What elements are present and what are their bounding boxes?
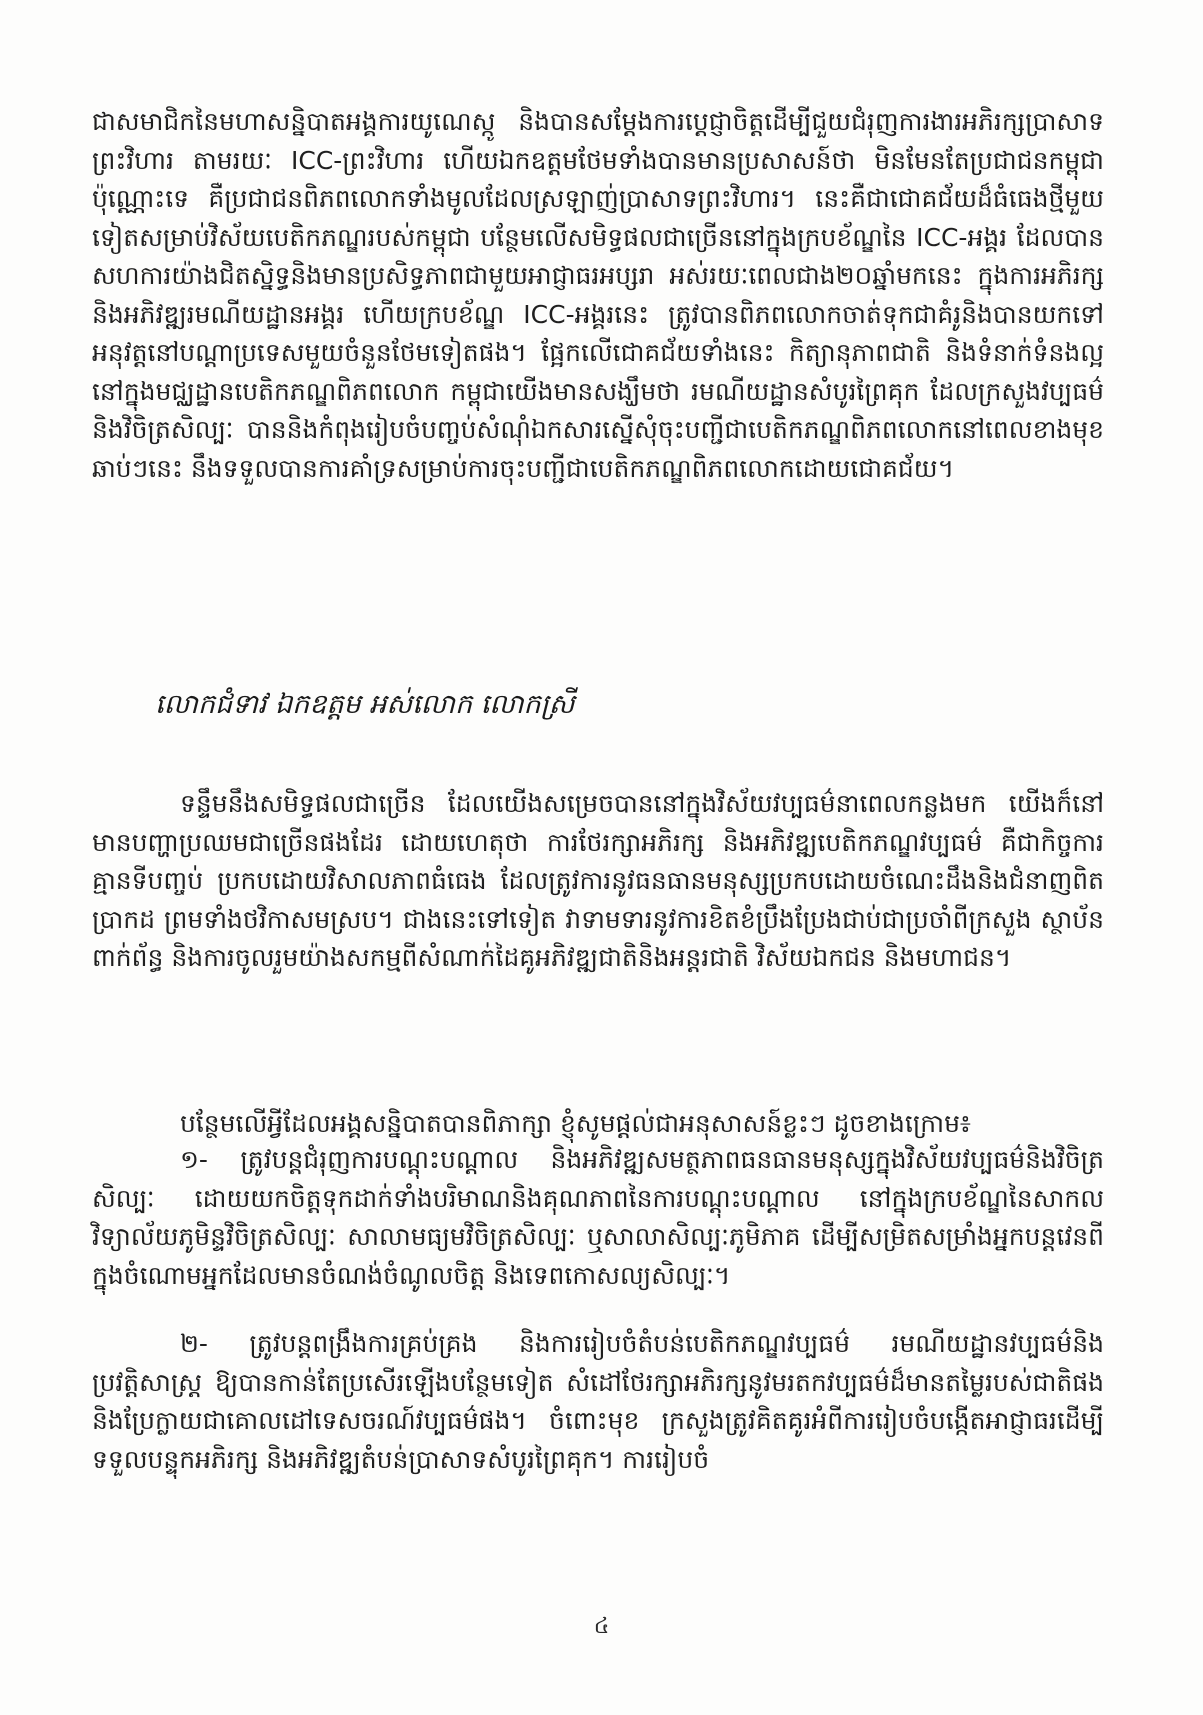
recommendation-item-1: ១- ត្រូវបន្តជំរុញការបណ្តុះបណ្តាល និងអភិវឌ្ឍសមត្ថភាពធនធានមនុស្សក្នុងវិស័យវប្បធម៌និងវិចិត្រសិល្បៈ ដោយយកចិត្តទុកដាក់ទាំងបរិមាណនិងគុណភាពនៃការបណ្តុះបណ្តាល នៅក្នុងក្របខ័ណ្ឌនៃសាកលវិទ្យាល័យភូមិន្ទវិចិត្រសិល្បៈ សាលាមធ្យមវិចិត្រសិល្បៈ ឬសាលាសិល្បៈភូមិភាគ ដើម្បីសម្រិតសម្រាំងអ្នកបន្តវេនពីក្នុងចំណោមអ្នកដែលមានចំណង់ចំណូលចិត្ត និងទេពកោសល្យសិល្បៈ។	[92, 1145, 1104, 1290]
body-paragraph-3: បន្ថែមលើអ្វីដែលអង្គសន្និបាតបានពិភាក្សា ខ្ញុំសូមផ្តល់ជាអនុសាសន៍ខ្លះៗ ដូចខាងក្រោម៖	[180, 1109, 971, 1138]
section-heading: លោកជំទាវ ឯកឧត្តម អស់លោក លោកស្រី	[155, 689, 575, 720]
body-paragraph-2: ទន្ទឹមនឹងសមិទ្ធផលជាច្រើន ដែលយើងសម្រេចបាននៅក្នុងវិស័យវប្បធម៌នាពេលកន្លងមក យើងក៏នៅមានបញ្ហាប្រឈមជាច្រើនផងដែរ ដោយហេតុថា ការថែរក្សាអភិរក្ស និងអភិវឌ្ឍបេតិកភណ្ឌវប្បធម៌ គឺជាកិច្ចការគ្មានទីបញ្ចប់ ប្រកបដោយវិសាលភាពធំធេង ដែលត្រូវការនូវធនធានមនុស្សប្រកបដោយចំណេះដឹងនិងជំនាញពិតប្រាកដ ព្រមទាំងថវិកាសមស្រប។ ជាងនេះទៅទៀត វាទាមទារនូវការខិតខំប្រឹងប្រែងជាប់ជាប្រចាំពីក្រសួង ស្ថាប័នពាក់ព័ន្ធ និងការចូលរួមយ៉ាងសកម្មពីសំណាក់ដៃគូអភិវឌ្ឍជាតិនិងអន្តរជាតិ វិស័យឯកជន និងមហាជន។	[92, 789, 1104, 972]
recommendation-item-2: ២- ត្រូវបន្តពង្រឹងការគ្រប់គ្រង និងការរៀបចំតំបន់បេតិកភណ្ឌវប្បធម៌ រមណីយដ្ឋានវប្បធម៌និងប្រវត្តិសាស្ត្រ ឱ្យបានកាន់តែប្រសើរឡើងបន្ថែមទៀត សំដៅថែរក្សាអភិរក្សនូវមរតកវប្បធម៌ដ៏មានតម្លៃរបស់ជាតិផង និងប្រែក្លាយជាគោលដៅទេសចរណ៍វប្បធម៌ផង។ ចំពោះមុខ ក្រសួងត្រូវគិតគូរអំពីការរៀបចំបង្កើតអាជ្ញាធរដើម្បីទទួលបន្ទុកអភិរក្ស និងអភិវឌ្ឍតំបន់ប្រាសាទសំបូរព្រៃគុក។ ការរៀបចំ	[92, 1329, 1104, 1474]
page-number: ៤	[593, 1614, 610, 1639]
body-paragraph-1: ជាសមាជិកនៃមហាសន្និបាតអង្គការយូណេស្កូ និងបានសម្តែងការប្តេជ្ញាចិត្តដើម្បីជួយជំរុញការងារអភិរក្សប្រាសាទព្រះវិហារ តាមរយៈ ICC-ព្រះវិហារ ហើយឯកឧត្តមថែមទាំងបានមានប្រសាសន៍ថា មិនមែនតែប្រជាជនកម្ពុជាប៉ុណ្ណោះទេ គឺប្រជាជនពិភពលោកទាំងមូលដែលស្រឡាញ់ប្រាសាទព្រះវិហារ។ នេះគឺជាជោគជ័យដ៏ធំធេងថ្មីមួយទៀតសម្រាប់វិស័យបេតិកភណ្ឌរបស់កម្ពុជា បន្ថែមលើសមិទ្ធផលជាច្រើននៅក្នុងក្របខ័ណ្ឌនៃ ICC-អង្គរ ដែលបានសហការយ៉ាងជិតស្និទ្ធនិងមានប្រសិទ្ធភាពជាមួយអាជ្ញាធរអប្សរា អស់រយៈពេលជាង២០ឆ្នាំមកនេះ ក្នុងការអភិរក្សនិងអភិវឌ្ឍរមណីយដ្ឋានអង្គរ ហើយក្របខ័ណ្ឌ ICC-អង្គរនេះ ត្រូវបានពិភពលោកចាត់ទុកជាគំរូនិងបានយកទៅអនុវត្តនៅបណ្តាប្រទេសមួយចំនួនថែមទៀតផង។ ផ្អែកលើជោគជ័យទាំងនេះ កិត្យានុភាពជាតិ និងទំនាក់ទំនងល្អនៅក្នុងមជ្ឈដ្ឋានបេតិកភណ្ឌពិភពលោក កម្ពុជាយើងមានសង្ឃឹមថា រមណីយដ្ឋានសំបូរព្រៃគុក ដែលក្រសួងវប្បធម៌និងវិចិត្រសិល្បៈ បាននិងកំពុងរៀបចំបញ្ចប់សំណុំឯកសារស្នើសុំចុះបញ្ជីជាបេតិកភណ្ឌពិភពលោកនៅពេលខាងមុខឆាប់ៗនេះ នឹងទទួលបានការគាំទ្រសម្រាប់ការចុះបញ្ជីជាបេតិកភណ្ឌពិភពលោកដោយជោគជ័យ។	[92, 107, 1104, 483]
